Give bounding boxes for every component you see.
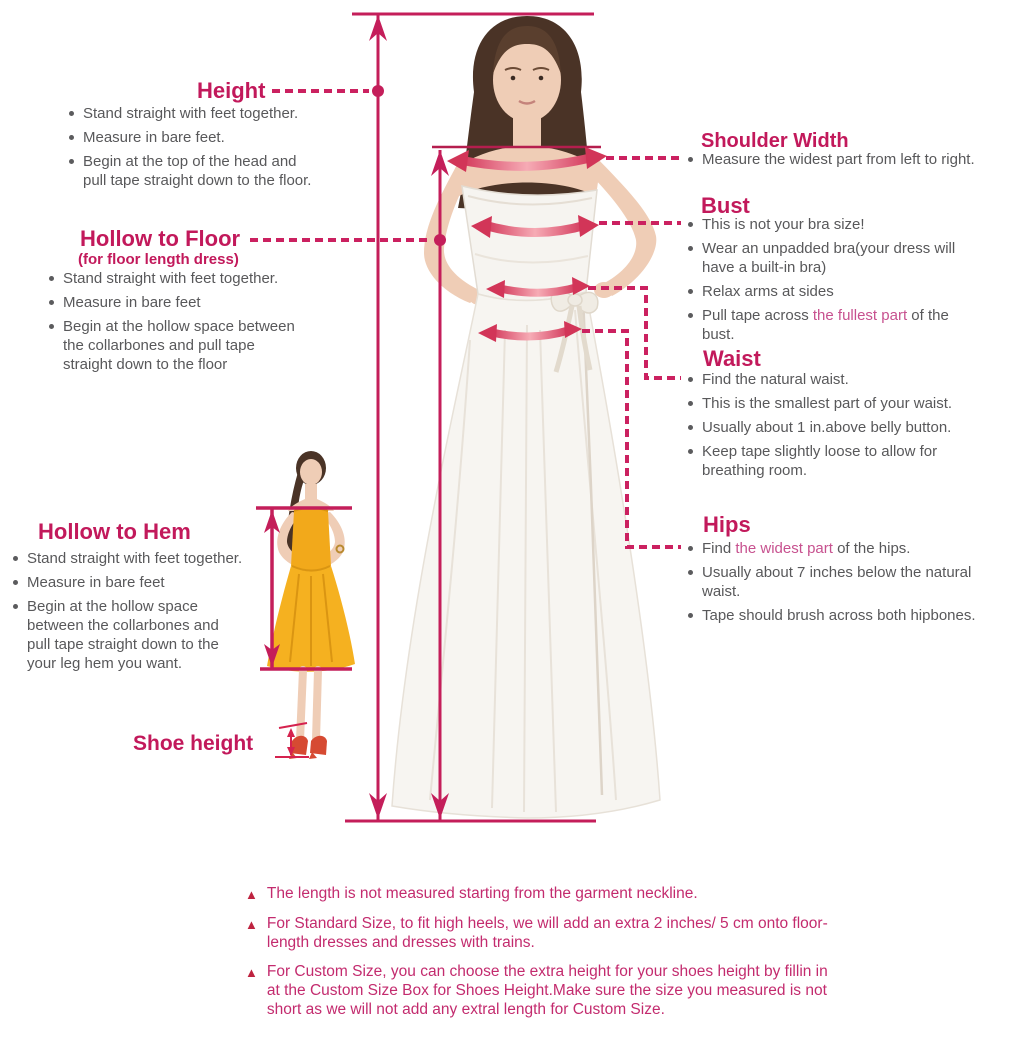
hollow-to-floor-title: Hollow to Floor [80,226,241,251]
bullet-item [685,306,980,344]
bullet-item: Find the natural waist. [685,370,985,389]
shoulder-width-title: Shoulder Width [701,130,849,152]
shoe-height-label: Shoe height [133,732,254,755]
warning-triangle-icon: ▲ [245,917,258,932]
bullet-item: Usually about 1 in.above belly button. [685,418,985,437]
bullet-text: of the hips. [832,540,911,557]
footnotes [245,884,840,1029]
bullet-item: Usually about 7 inches below the natural waist. [685,563,1000,601]
hollow-to-floor-bullets [46,269,301,379]
footnote [245,914,840,952]
footnote-text: For Standard Size, to fit high heels, we will add an extra 2 inches/ 5 cm onto floor-length dresses and dresses with trains. [266,915,828,951]
bullet-item: This is the smallest part of your waist. [685,394,985,413]
bullet-item: Keep tape slightly loose to allow for breathing room. [685,442,985,480]
small-model-figure [267,451,355,759]
footnote-text: The length is not measured starting from the garment neckline. [266,885,698,902]
highlighted-phrase: the fullest part [812,307,908,324]
waist-title: Waist [703,346,761,371]
hollow-to-floor-subtitle: (for floor length dress) [78,251,239,268]
height-anchor-dot [372,85,384,97]
bullet-item: Begin at the hollow space between the collarbones and pull tape straight down to the your leg hem you want. [10,597,244,673]
bullet-item: This is not your bra size! [685,215,980,234]
hollow-to-hem-bullets [10,549,244,678]
bullet-text: Find [702,540,736,557]
bullet-item [685,539,1000,558]
main-model-figure [392,16,660,818]
hollow-to-hem-title: Hollow to Hem [38,519,191,544]
bullet-item: Begin at the top of the head and pull tape straight down to the floor. [66,152,324,190]
height-bullets [66,104,324,195]
highlighted-phrase: the widest part [735,540,833,557]
bullet-item: Relax arms at sides [685,282,980,301]
waist-bullets [685,370,985,485]
bullet-item: Measure in bare feet. [66,128,324,147]
bullet-item: Measure the widest part from left to right. [685,150,1007,169]
bullet-text: of the bust. [702,307,949,343]
bullet-item: Stand straight with feet together. [10,549,244,568]
hips-bullets [685,539,1000,630]
hollow-anchor-dot [434,234,446,246]
warning-triangle-icon: ▲ [245,887,258,902]
bullet-item: Measure in bare feet [46,293,301,312]
bullet-item: Stand straight with feet together. [46,269,301,288]
bullet-item: Begin at the hollow space between the collarbones and pull tape straight down to the floor [46,317,301,374]
height-title: Height [197,78,266,103]
bullet-item: Stand straight with feet together. [66,104,324,123]
bullet-item: Wear an unpadded bra(your dress will have a built-in bra) [685,239,980,277]
bullet-item: Measure in bare feet [10,573,244,592]
shoulder-width-bullets [685,150,1007,174]
bullet-text: Pull tape across [702,307,813,324]
footnote-text: For Custom Size, you can choose the extra height for your shoes height by fillin in at the Custom Size Box for Shoes Height.Make sure the size you measured is not short as we will not add any extral length for Custom Size. [266,963,828,1018]
bust-bullets [685,215,980,349]
bullet-item: Tape should brush across both hipbones. [685,606,1000,625]
bust-title: Bust [701,193,750,218]
footnote [245,962,840,1019]
footnote [245,884,840,904]
warning-triangle-icon: ▲ [245,965,258,980]
hips-title: Hips [703,512,751,537]
